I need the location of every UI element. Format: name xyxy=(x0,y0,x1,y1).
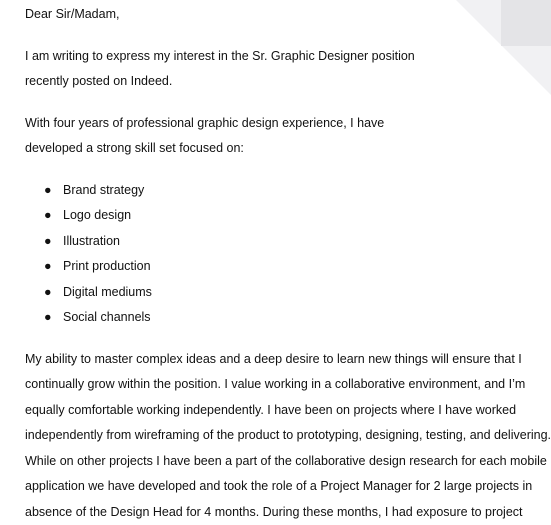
body-line: absence of the Design Head for 4 months. During these months, I had exposure to project xyxy=(25,500,535,525)
body-line: application we have developed and took the role of a Project Manager for 2 large projects in xyxy=(25,474,535,500)
skill-label: Social channels xyxy=(63,305,151,331)
list-item xyxy=(25,254,535,280)
skill-label: Digital mediums xyxy=(63,280,152,306)
bullet-icon: ● xyxy=(25,280,63,306)
intro-paragraph xyxy=(25,44,535,95)
body-line: continually grow within the position. I value working in a collaborative environment, and I’m xyxy=(25,372,535,398)
intro-line: I am writing to express my interest in the Sr. Graphic Designer position xyxy=(25,44,535,70)
list-item xyxy=(25,229,535,255)
body-line: While on other projects I have been a part of the collaborative design research for each mobile xyxy=(25,449,535,475)
body-line: independently from wireframing of the product to prototyping, designing, testing, and delivering. xyxy=(25,423,535,449)
skill-label: Illustration xyxy=(63,229,120,255)
list-item xyxy=(25,203,535,229)
bullet-icon: ● xyxy=(25,203,63,229)
intro-line: recently posted on Indeed. xyxy=(25,69,535,95)
bullet-icon: ● xyxy=(25,254,63,280)
experience-line: With four years of professional graphic design experience, I have xyxy=(25,111,535,137)
skills-list xyxy=(25,178,535,331)
experience-line: developed a strong skill set focused on: xyxy=(25,136,535,162)
bullet-icon: ● xyxy=(25,305,63,331)
cover-letter xyxy=(25,0,535,525)
body-line: My ability to master complex ideas and a deep desire to learn new things will ensure that I xyxy=(25,347,535,373)
list-item xyxy=(25,305,535,331)
experience-paragraph xyxy=(25,111,535,162)
skill-label: Brand strategy xyxy=(63,178,144,204)
bullet-icon: ● xyxy=(25,178,63,204)
body-line: equally comfortable working independently. I have been on projects where I have worked xyxy=(25,398,535,424)
skill-label: Logo design xyxy=(63,203,131,229)
skill-label: Print production xyxy=(63,254,151,280)
bullet-icon: ● xyxy=(25,229,63,255)
greeting: Dear Sir/Madam, xyxy=(25,2,535,28)
list-item xyxy=(25,280,535,306)
body-paragraph xyxy=(25,347,535,525)
list-item xyxy=(25,178,535,204)
